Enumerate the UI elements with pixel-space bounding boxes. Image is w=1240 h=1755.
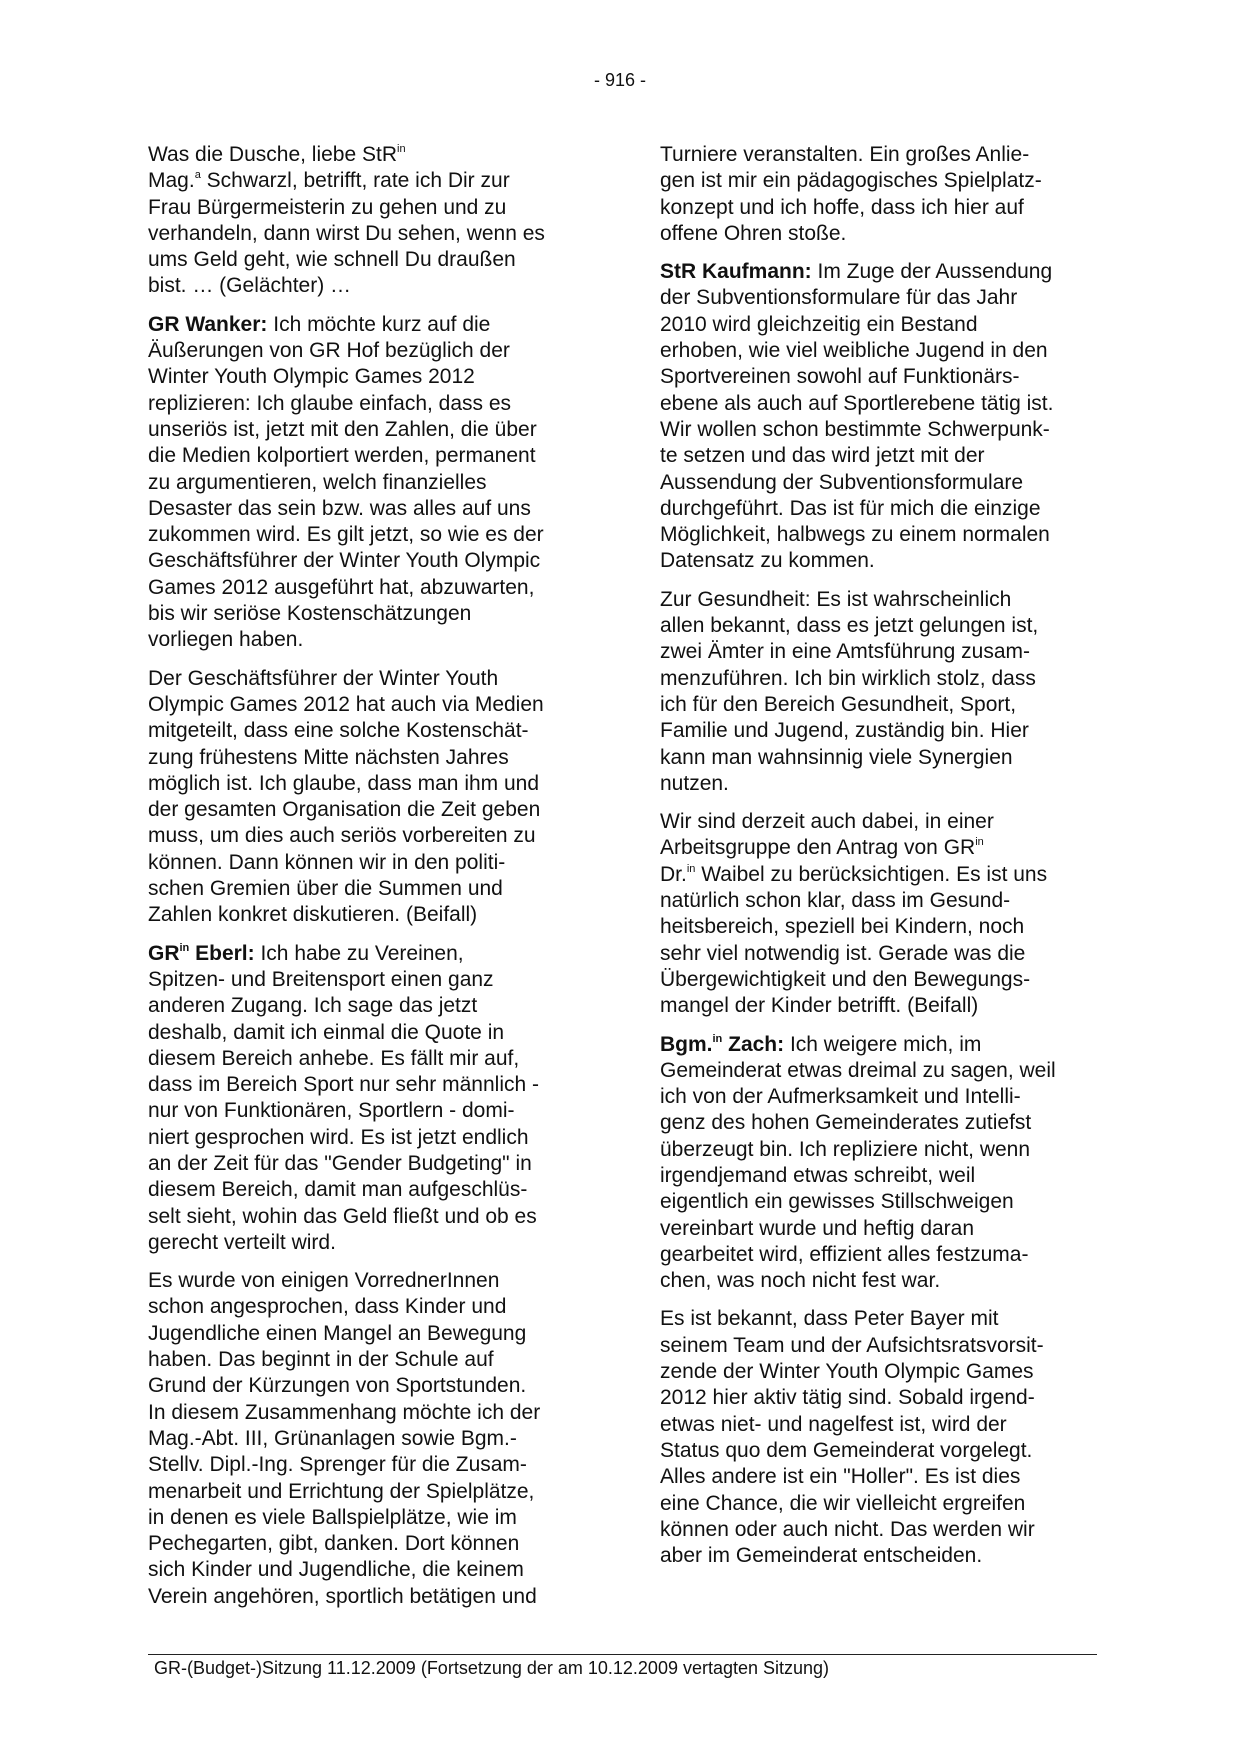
text-line: deshalb, damit ich einmal die Quote in xyxy=(148,1020,505,1044)
text-line: der gesamten Organisation die Zeit geben xyxy=(148,798,541,822)
speech-paragraph xyxy=(148,941,588,1257)
text-line: ums Geld geht, wie schnell Du draußen xyxy=(148,248,516,272)
text-line: diesem Bereich, damit man aufgeschlüs- xyxy=(148,1178,528,1202)
text-line: Winter Youth Olympic Games 2012 xyxy=(148,365,475,389)
text-line: Übergewichtigkeit und den Bewegungs- xyxy=(660,967,1031,991)
text-line: Mag.$^a$ Schwarzl, betrifft, rate ich Dir zur xyxy=(148,169,510,193)
text-line: Gemeinderat etwas dreimal zu sagen, weil xyxy=(660,1058,1056,1082)
right-column xyxy=(660,142,1100,1581)
text-line: mitgeteilt, dass eine solche Kostenschät- xyxy=(148,719,529,743)
text-line: Geschäftsführer der Winter Youth Olympic xyxy=(148,549,541,573)
text-line: können oder auch nicht. Das werden wir xyxy=(660,1517,1035,1541)
text-line: bist. … (Gelächter) … xyxy=(148,274,352,298)
text-line: irgendjemand etwas schreibt, weil xyxy=(660,1163,976,1187)
text-line: replizieren: Ich glaube einfach, dass es xyxy=(148,391,512,415)
text-line: die Medien kolportiert werden, permanent xyxy=(148,444,536,468)
text-line: Games 2012 ausgeführt hat, abzuwarten, xyxy=(148,575,535,599)
text-line: unseriös ist, jetzt mit den Zahlen, die über xyxy=(148,417,537,441)
text-line: ich für den Bereich Gesundheit, Sport, xyxy=(660,692,1017,716)
text-line: Mag.-Abt. III, Grünanlagen sowie Bgm.- xyxy=(148,1426,517,1450)
text-line: ebene als auch auf Sportlerebene tätig ist. xyxy=(660,391,1054,415)
text-line: Wir sind derzeit auch dabei, in einer xyxy=(660,810,994,834)
text-line: Olympic Games 2012 hat auch via Medien xyxy=(148,692,544,716)
text-line: erhoben, wie viel weibliche Jugend in den xyxy=(660,339,1048,363)
text-line: seinem Team und der Aufsichtsratsvorsit- xyxy=(660,1333,1044,1357)
text-line: muss, um dies auch seriös vorbereiten zu xyxy=(148,824,536,848)
text-line: $GR^{in}$ Eberl: Ich habe zu Vereinen, xyxy=(148,941,464,965)
text-line: Wir wollen schon bestimmte Schwerpunk- xyxy=(660,417,1050,441)
text-line: mangel der Kinder betrifft. (Beifall) xyxy=(660,994,979,1018)
text-line: StR Kaufmann: Im Zuge der Aussendung xyxy=(660,260,1053,284)
text-line: eigentlich ein gewisses Stillschweigen xyxy=(660,1190,1014,1214)
text-line: der Subventionsformulare für das Jahr xyxy=(660,286,1018,310)
text-line: diesem Bereich anhebe. Es fällt mir auf, xyxy=(148,1046,520,1070)
text-line: sehr viel notwendig ist. Gerade was die xyxy=(660,941,1026,965)
text-line: Frau Bürgermeisterin zu gehen und zu xyxy=(148,195,507,219)
text-line: Familie und Jugend, zuständig bin. Hier xyxy=(660,719,1029,743)
text-line: ich von der Aufmerksamkeit und Intelli- xyxy=(660,1085,1021,1109)
text-line: In diesem Zusammenhang möchte ich der xyxy=(148,1400,541,1424)
page-footer: GR-(Budget-)Sitzung 11.12.2009 (Fortsetzung der am 10.12.2009 vertagten Sitzung) xyxy=(154,1658,830,1678)
text-line: Es wurde von einigen VorrednerInnen xyxy=(148,1269,500,1293)
text-line: Verein angehören, sportlich betätigen und xyxy=(148,1584,537,1608)
left-column xyxy=(148,142,588,1622)
paragraph xyxy=(660,1306,1100,1569)
speech-paragraph xyxy=(148,312,588,654)
text-line: Möglichkeit, halbwegs zu einem normalen xyxy=(660,523,1050,547)
speaker-name: $GR^{in}$ Eberl: xyxy=(148,941,255,965)
text-line: Zur Gesundheit: Es ist wahrscheinlich xyxy=(660,587,1012,611)
text-line: Stellv. Dipl.-Ing. Sprenger für die Zusam- xyxy=(148,1453,527,1477)
text-line: in denen es viele Ballspielplätze, wie im xyxy=(148,1505,517,1529)
text-line: dass im Bereich Sport nur sehr männlich - xyxy=(148,1073,539,1097)
text-line: gerecht verteilt wird. xyxy=(148,1230,336,1254)
text-line: Desaster das sein bzw. was alles auf uns xyxy=(148,496,531,520)
text-line: Pechegarten, gibt, danken. Dort können xyxy=(148,1532,520,1556)
text-line: genz des hohen Gemeinderates zutiefst xyxy=(660,1111,1032,1135)
text-line: Aussendung der Subventionsformulare xyxy=(660,470,1024,494)
text-line: gen ist mir ein pädagogisches Spielplatz- xyxy=(660,169,1042,193)
text-line: 2012 hier aktiv tätig sind. Sobald irgend- xyxy=(660,1386,1035,1410)
text-line: allen bekannt, dass es jetzt gelungen ist, xyxy=(660,614,1039,638)
text-line: sich Kinder und Jugendliche, die keinem xyxy=(148,1558,524,1582)
text-line: anderen Zugang. Ich sage das jetzt xyxy=(148,994,478,1018)
text-line: durchgeführt. Das ist für mich die einzige xyxy=(660,496,1041,520)
text-line: menzuführen. Ich bin wirklich stolz, dass xyxy=(660,666,1036,690)
text-line: Es ist bekannt, dass Peter Bayer mit xyxy=(660,1307,999,1331)
text-line: Arbeitsgruppe den Antrag von $GR^{in}$ xyxy=(660,836,984,860)
text-line: Was die Dusche, liebe StR$^{in}$ xyxy=(148,143,406,166)
text-line: Grund der Kürzungen von Sportstunden. xyxy=(148,1374,527,1398)
text-line: Jugendliche einen Mangel an Bewegung xyxy=(148,1321,527,1345)
text-line: haben. Das beginnt in der Schule auf xyxy=(148,1348,494,1372)
text-line: heitsbereich, speziell bei Kindern, noch xyxy=(660,915,1025,939)
paragraph xyxy=(660,587,1100,797)
text-line: können. Dann können wir in den politi- xyxy=(148,850,506,874)
text-line: schen Gremien über die Summen und xyxy=(148,877,503,901)
text-line: niert gesprochen wird. Es ist jetzt endlich xyxy=(148,1125,529,1149)
text-line: etwas niet- und nagelfest ist, wird der xyxy=(660,1412,1007,1436)
text-line: Sportvereinen sowohl auf Funktionärs- xyxy=(660,365,1020,389)
text-line: te setzen und das wird jetzt mit der xyxy=(660,444,985,468)
text-line: selt sieht, wohin das Geld fließt und ob es xyxy=(148,1204,537,1228)
text-line: Spitzen- und Breitensport einen ganz xyxy=(148,967,494,991)
paragraph xyxy=(148,1268,588,1610)
text-line: möglich ist. Ich glaube, dass man ihm und xyxy=(148,771,540,795)
page-number: - 916 - xyxy=(593,70,647,90)
text-line: zung frühestens Mitte nächsten Jahres xyxy=(148,745,509,769)
text-line: offene Ohren stoße. xyxy=(660,221,847,245)
text-line: Turniere veranstalten. Ein großes Anlie- xyxy=(660,143,1030,166)
speaker-name: GR Wanker: xyxy=(148,312,268,336)
speaker-name: StR Kaufmann: xyxy=(660,260,812,284)
paragraph xyxy=(148,142,588,300)
text-line: GR Wanker: Ich möchte kurz auf die xyxy=(148,312,491,336)
text-line: aber im Gemeinderat entscheiden. xyxy=(660,1544,983,1568)
text-line: natürlich schon klar, dass im Gesund- xyxy=(660,889,1011,913)
text-line: menarbeit und Errichtung der Spielplätze, xyxy=(148,1479,535,1503)
text-line: nutzen. xyxy=(660,771,729,795)
text-line: kann man wahnsinnig viele Synergien xyxy=(660,745,1013,769)
text-line: chen, was noch nicht fest war. xyxy=(660,1269,941,1293)
text-line: Alles andere ist ein "Holler". Es ist dies xyxy=(660,1465,1021,1489)
speech-paragraph xyxy=(660,259,1100,575)
paragraph xyxy=(660,142,1100,247)
paragraph xyxy=(660,809,1100,1019)
text-line: überzeugt bin. Ich repliziere nicht, wenn xyxy=(660,1137,1031,1161)
text-line: Status quo dem Gemeinderat vorgelegt. xyxy=(660,1438,1033,1462)
text-line: Datensatz zu kommen. xyxy=(660,549,875,573)
text-line: konzept und ich hoffe, dass ich hier auf xyxy=(660,195,1024,219)
speech-paragraph xyxy=(660,1032,1100,1295)
text-line: Dr.$^{in}$ Waibel zu berücksichtigen. Es ist uns xyxy=(660,862,1048,886)
text-line: zwei Ämter in eine Amtsführung zusam- xyxy=(660,640,1030,664)
text-line: vereinbart wurde und heftig daran xyxy=(660,1216,975,1240)
text-line: schon angesprochen, dass Kinder und xyxy=(148,1295,507,1319)
text-line: zende der Winter Youth Olympic Games xyxy=(660,1360,1034,1384)
paragraph xyxy=(148,666,588,929)
footer-divider xyxy=(148,1654,1097,1655)
text-line: Zahlen konkret diskutieren. (Beifall) xyxy=(148,903,478,927)
text-line: bis wir seriöse Kostenschätzungen xyxy=(148,602,472,626)
text-line: gearbeitet wird, effizient alles festzuma- xyxy=(660,1242,1029,1266)
text-line: Der Geschäftsführer der Winter Youth xyxy=(148,666,499,690)
text-line: nur von Funktionären, Sportlern - domi- xyxy=(148,1099,515,1123)
text-line: Äußerungen von GR Hof bezüglich der xyxy=(148,339,510,363)
text-line: Bgm.$^{in}$ Zach: Ich weigere mich, im xyxy=(660,1032,982,1056)
text-line: zukommen wird. Es gilt jetzt, so wie es der xyxy=(148,523,544,547)
text-line: eine Chance, die wir vielleicht ergreifen xyxy=(660,1491,1026,1515)
text-line: zu argumentieren, welch finanzielles xyxy=(148,470,487,494)
text-line: an der Zeit für das "Gender Budgeting" in xyxy=(148,1151,532,1175)
text-line: 2010 wird gleichzeitig ein Bestand xyxy=(660,312,978,336)
text-line: vorliegen haben. xyxy=(148,628,304,652)
speaker-name: Bgm.$^{in}$ Zach: xyxy=(660,1032,785,1056)
text-line: verhandeln, dann wirst Du sehen, wenn es xyxy=(148,221,545,245)
